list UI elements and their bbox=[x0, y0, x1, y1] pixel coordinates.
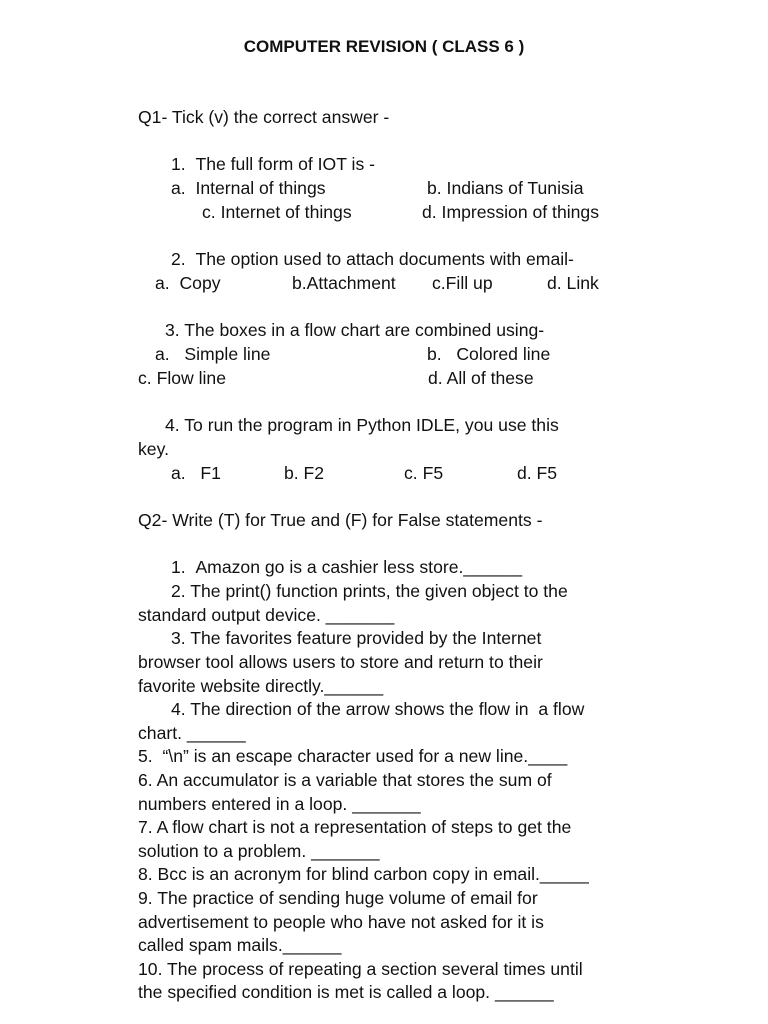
q2-statement-line: browser tool allows users to store and return to their bbox=[138, 652, 543, 672]
q1-3-option-b: b. Colored line bbox=[427, 344, 551, 364]
q1-3-option-c: c. Flow line bbox=[138, 368, 226, 388]
q2-statement-line: 3. The favorites feature provided by the Internet bbox=[171, 628, 542, 648]
q2-statement-line: standard output device. _______ bbox=[138, 605, 395, 625]
q2-statement-line: 4. The direction of the arrow shows the flow in a flow bbox=[171, 699, 585, 719]
q2-statement-line: solution to a problem. _______ bbox=[138, 841, 380, 861]
q1-1-option-c: c. Internet of things bbox=[202, 202, 352, 222]
q2-statement-line: numbers entered in a loop. _______ bbox=[138, 794, 421, 814]
q1-3-question: 3. The boxes in a flow chart are combined using- bbox=[165, 320, 545, 340]
q2-statement-line: chart. ______ bbox=[138, 723, 246, 743]
q2-statement-line: 7. A flow chart is not a representation of steps to get the bbox=[138, 817, 572, 837]
q1-heading: Q1- Tick (v) the correct answer - bbox=[138, 107, 390, 127]
q2-statement-line: 8. Bcc is an acronym for blind carbon copy in email._____ bbox=[138, 864, 589, 884]
q1-4-question-line-1: 4. To run the program in Python IDLE, you use this bbox=[165, 415, 559, 435]
q2-statement-line: advertisement to people who have not asked for it is bbox=[138, 912, 544, 932]
q1-1-question: 1. The full form of IOT is - bbox=[171, 154, 376, 174]
q2-heading: Q2- Write (T) for True and (F) for False statements - bbox=[138, 510, 543, 530]
q1-2-option-a: a. Copy bbox=[155, 273, 221, 293]
q1-3-option-a: a. Simple line bbox=[155, 344, 271, 364]
q1-1-option-d: d. Impression of things bbox=[422, 202, 600, 222]
page-title: COMPUTER REVISION ( CLASS 6 ) bbox=[243, 37, 525, 56]
q1-4-option-c: c. F5 bbox=[404, 463, 444, 483]
q2-statement-line: 10. The process of repeating a section several times until bbox=[138, 959, 583, 979]
q1-4-question-line-2: key. bbox=[138, 439, 169, 459]
q1-3-option-d: d. All of these bbox=[428, 368, 534, 388]
q2-statement-line: 5. “\n” is an escape character used for a new line.____ bbox=[138, 746, 568, 766]
q1-2-option-c: c.Fill up bbox=[432, 273, 493, 293]
q1-4-option-d: d. F5 bbox=[517, 463, 558, 483]
q2-statement-line: the specified condition is met is called a loop. ______ bbox=[138, 982, 554, 1002]
q1-2-option-d: d. Link bbox=[547, 273, 599, 293]
q1-4-option-a: a. F1 bbox=[171, 463, 221, 483]
q2-statement-line: 6. An accumulator is a variable that stores the sum of bbox=[138, 770, 552, 790]
q1-2-question: 2. The option used to attach documents with email- bbox=[171, 249, 574, 269]
q1-2-option-b: b.Attachment bbox=[292, 273, 396, 293]
q1-1-option-a: a. Internal of things bbox=[171, 178, 326, 198]
q2-statement-line: favorite website directly.______ bbox=[138, 676, 384, 696]
q1-1-option-b: b. Indians of Tunisia bbox=[427, 178, 584, 198]
q2-statement-line: 9. The practice of sending huge volume of email for bbox=[138, 888, 538, 908]
q2-statement-line: 2. The print() function prints, the given object to the bbox=[171, 581, 568, 601]
q2-statement-line: 1. Amazon go is a cashier less store.______ bbox=[171, 557, 523, 577]
q1-4-option-b: b. F2 bbox=[284, 463, 325, 483]
q2-statement-line: called spam mails.______ bbox=[138, 935, 342, 955]
